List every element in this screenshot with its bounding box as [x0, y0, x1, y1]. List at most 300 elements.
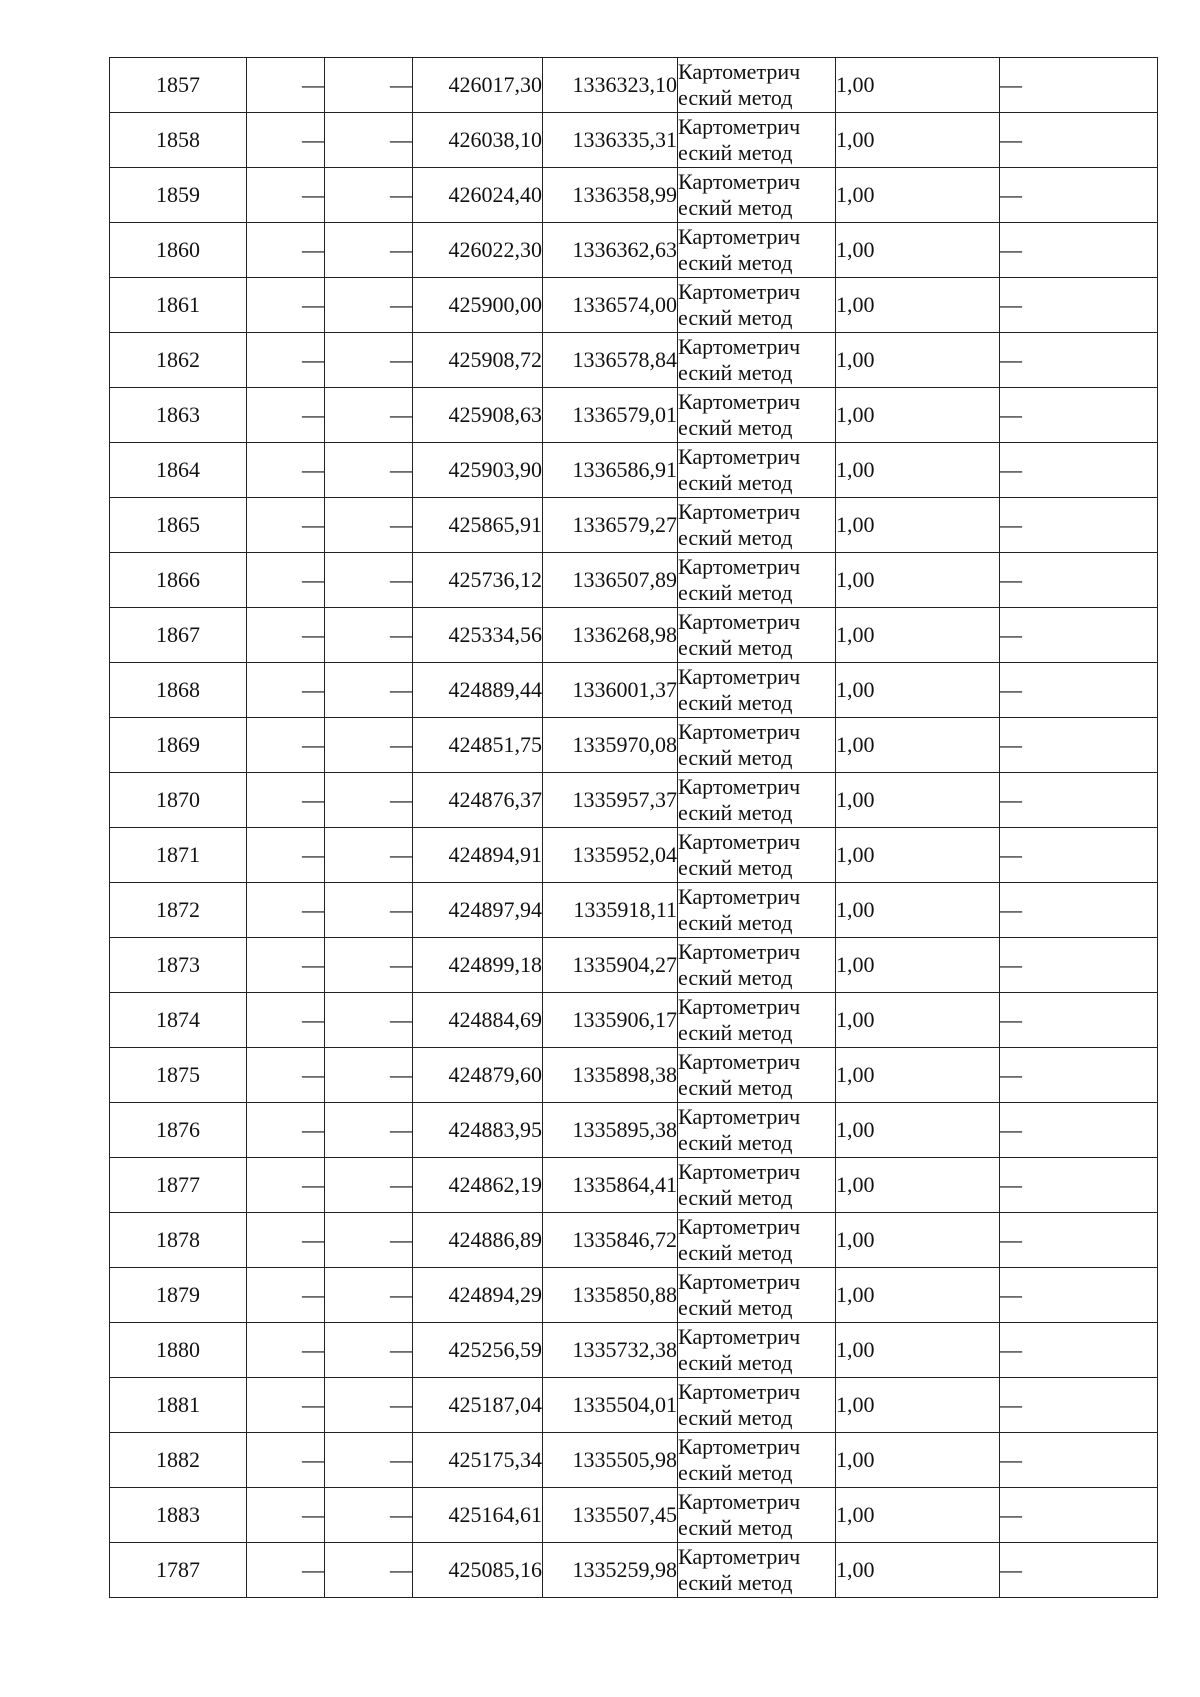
point-number-cell: 1863: [110, 388, 247, 443]
method-line-2: еский метод: [678, 195, 793, 220]
dash-mark: —: [1000, 182, 1022, 207]
method-cell: [678, 718, 836, 773]
dash-mark: —: [1000, 1282, 1022, 1307]
description-cell: [1000, 718, 1158, 773]
dash-mark: —: [302, 457, 324, 482]
method-line-1: Картометрич: [678, 169, 801, 194]
x-coordinate-cell: 425736,12: [413, 553, 543, 608]
dash-mark: —: [1000, 1557, 1022, 1582]
table-row: [110, 718, 1158, 773]
point-number-cell: 1860: [110, 223, 247, 278]
dash-mark: —: [302, 182, 324, 207]
table-row: [110, 333, 1158, 388]
empty-dash-cell: [247, 828, 325, 883]
point-number-cell: 1859: [110, 168, 247, 223]
method-cell: [678, 168, 836, 223]
accuracy-cell: 1,00: [836, 993, 1000, 1048]
method-cell: [678, 1488, 836, 1543]
y-coordinate-cell: 1335918,11: [543, 883, 678, 938]
point-number-cell: 1857: [110, 58, 247, 113]
point-number-cell: 1865: [110, 498, 247, 553]
x-coordinate-cell: 425334,56: [413, 608, 543, 663]
point-number-cell: 1861: [110, 278, 247, 333]
method-line-1: Картометрич: [678, 499, 801, 524]
dash-mark: —: [302, 842, 324, 867]
method-cell: [678, 1103, 836, 1158]
accuracy-cell: 1,00: [836, 1378, 1000, 1433]
empty-dash-cell: [247, 498, 325, 553]
accuracy-cell: 1,00: [836, 1158, 1000, 1213]
description-cell: [1000, 828, 1158, 883]
description-cell: [1000, 883, 1158, 938]
accuracy-cell: 1,00: [836, 168, 1000, 223]
dash-mark: —: [390, 1227, 412, 1252]
method-line-1: Картометрич: [678, 994, 801, 1019]
method-line-1: Картометрич: [678, 939, 801, 964]
y-coordinate-cell: 1336362,63: [543, 223, 678, 278]
dash-mark: —: [390, 567, 412, 592]
dash-mark: —: [1000, 1062, 1022, 1087]
dash-mark: —: [302, 402, 324, 427]
dash-mark: —: [1000, 237, 1022, 262]
description-cell: [1000, 938, 1158, 993]
method-cell: [678, 828, 836, 883]
dash-mark: —: [390, 1502, 412, 1527]
method-cell: [678, 1378, 836, 1433]
dash-mark: —: [302, 1062, 324, 1087]
point-number-cell: 1787: [110, 1543, 247, 1598]
dash-mark: —: [1000, 1117, 1022, 1142]
table-row: [110, 773, 1158, 828]
accuracy-cell: 1,00: [836, 1543, 1000, 1598]
point-number-cell: 1869: [110, 718, 247, 773]
table-row: [110, 828, 1158, 883]
empty-dash-cell: [325, 1323, 413, 1378]
description-cell: [1000, 1268, 1158, 1323]
accuracy-cell: 1,00: [836, 223, 1000, 278]
y-coordinate-cell: 1335970,08: [543, 718, 678, 773]
y-coordinate-cell: 1336001,37: [543, 663, 678, 718]
table-row: [110, 1488, 1158, 1543]
method-cell: [678, 1048, 836, 1103]
empty-dash-cell: [247, 1488, 325, 1543]
method-line-2: еский метод: [678, 1460, 793, 1485]
description-cell: [1000, 663, 1158, 718]
empty-dash-cell: [325, 223, 413, 278]
empty-dash-cell: [325, 1268, 413, 1323]
dash-mark: —: [302, 1007, 324, 1032]
y-coordinate-cell: 1335846,72: [543, 1213, 678, 1268]
dash-mark: —: [302, 897, 324, 922]
x-coordinate-cell: 426024,40: [413, 168, 543, 223]
accuracy-cell: 1,00: [836, 883, 1000, 938]
dash-mark: —: [390, 897, 412, 922]
x-coordinate-cell: 424879,60: [413, 1048, 543, 1103]
method-line-1: Картометрич: [678, 609, 801, 634]
method-cell: [678, 1543, 836, 1598]
table-row: [110, 498, 1158, 553]
dash-mark: —: [1000, 1502, 1022, 1527]
y-coordinate-cell: 1335259,98: [543, 1543, 678, 1598]
y-coordinate-cell: 1335507,45: [543, 1488, 678, 1543]
y-coordinate-cell: 1335505,98: [543, 1433, 678, 1488]
description-cell: [1000, 1103, 1158, 1158]
accuracy-cell: 1,00: [836, 1268, 1000, 1323]
dash-mark: —: [390, 1117, 412, 1142]
x-coordinate-cell: 425900,00: [413, 278, 543, 333]
method-line-1: Картометрич: [678, 334, 801, 359]
x-coordinate-cell: 426038,10: [413, 113, 543, 168]
point-number-cell: 1870: [110, 773, 247, 828]
accuracy-cell: 1,00: [836, 938, 1000, 993]
empty-dash-cell: [325, 443, 413, 498]
description-cell: [1000, 278, 1158, 333]
method-cell: [678, 388, 836, 443]
method-cell: [678, 223, 836, 278]
dash-mark: —: [302, 677, 324, 702]
method-cell: [678, 663, 836, 718]
dash-mark: —: [390, 732, 412, 757]
y-coordinate-cell: 1335895,38: [543, 1103, 678, 1158]
description-cell: [1000, 58, 1158, 113]
dash-mark: —: [302, 1282, 324, 1307]
empty-dash-cell: [325, 498, 413, 553]
y-coordinate-cell: 1336507,89: [543, 553, 678, 608]
dash-mark: —: [302, 72, 324, 97]
accuracy-cell: 1,00: [836, 1048, 1000, 1103]
dash-mark: —: [390, 1172, 412, 1197]
empty-dash-cell: [325, 1103, 413, 1158]
x-coordinate-cell: 424897,94: [413, 883, 543, 938]
dash-mark: —: [302, 1447, 324, 1472]
description-cell: [1000, 113, 1158, 168]
x-coordinate-cell: 425908,72: [413, 333, 543, 388]
empty-dash-cell: [247, 1048, 325, 1103]
x-coordinate-cell: 424894,91: [413, 828, 543, 883]
empty-dash-cell: [247, 773, 325, 828]
description-cell: [1000, 333, 1158, 388]
dash-mark: —: [302, 237, 324, 262]
dash-mark: —: [390, 1337, 412, 1362]
method-line-1: Картометрич: [678, 444, 801, 469]
description-cell: [1000, 1048, 1158, 1103]
point-number-cell: 1882: [110, 1433, 247, 1488]
empty-dash-cell: [247, 663, 325, 718]
dash-mark: —: [390, 182, 412, 207]
dash-mark: —: [302, 1392, 324, 1417]
method-line-1: Картометрич: [678, 1214, 801, 1239]
x-coordinate-cell: 425865,91: [413, 498, 543, 553]
empty-dash-cell: [325, 938, 413, 993]
dash-mark: —: [302, 1227, 324, 1252]
point-number-cell: 1864: [110, 443, 247, 498]
table-row: [110, 883, 1158, 938]
y-coordinate-cell: 1336335,31: [543, 113, 678, 168]
dash-mark: —: [1000, 457, 1022, 482]
empty-dash-cell: [325, 278, 413, 333]
accuracy-cell: 1,00: [836, 1488, 1000, 1543]
method-cell: [678, 58, 836, 113]
dash-mark: —: [302, 952, 324, 977]
x-coordinate-cell: 425187,04: [413, 1378, 543, 1433]
dash-mark: —: [390, 402, 412, 427]
method-line-1: Картометрич: [678, 554, 801, 579]
method-line-2: еский метод: [678, 305, 793, 330]
dash-mark: —: [302, 1172, 324, 1197]
accuracy-cell: 1,00: [836, 333, 1000, 388]
accuracy-cell: 1,00: [836, 1213, 1000, 1268]
y-coordinate-cell: 1336574,00: [543, 278, 678, 333]
method-line-2: еский метод: [678, 800, 793, 825]
description-cell: [1000, 1323, 1158, 1378]
method-line-2: еский метод: [678, 1405, 793, 1430]
method-line-2: еский метод: [678, 1020, 793, 1045]
accuracy-cell: 1,00: [836, 1433, 1000, 1488]
y-coordinate-cell: 1335864,41: [543, 1158, 678, 1213]
empty-dash-cell: [247, 1543, 325, 1598]
accuracy-cell: 1,00: [836, 113, 1000, 168]
empty-dash-cell: [247, 1103, 325, 1158]
method-cell: [678, 333, 836, 388]
table-row: [110, 1323, 1158, 1378]
method-line-2: еский метод: [678, 1515, 793, 1540]
point-number-cell: 1878: [110, 1213, 247, 1268]
description-cell: [1000, 1488, 1158, 1543]
empty-dash-cell: [247, 58, 325, 113]
dash-mark: —: [1000, 567, 1022, 592]
x-coordinate-cell: 425085,16: [413, 1543, 543, 1598]
empty-dash-cell: [325, 1048, 413, 1103]
y-coordinate-cell: 1335732,38: [543, 1323, 678, 1378]
dash-mark: —: [1000, 292, 1022, 317]
method-line-2: еский метод: [678, 1295, 793, 1320]
x-coordinate-cell: 424876,37: [413, 773, 543, 828]
dash-mark: —: [390, 1062, 412, 1087]
table-row: [110, 388, 1158, 443]
table-row: [110, 443, 1158, 498]
dash-mark: —: [302, 1117, 324, 1142]
method-line-2: еский метод: [678, 1350, 793, 1375]
empty-dash-cell: [247, 993, 325, 1048]
point-number-cell: 1874: [110, 993, 247, 1048]
table-row: [110, 608, 1158, 663]
empty-dash-cell: [325, 388, 413, 443]
method-line-1: Картометрич: [678, 1434, 801, 1459]
method-line-1: Картометрич: [678, 1324, 801, 1349]
point-number-cell: 1879: [110, 1268, 247, 1323]
point-number-cell: 1858: [110, 113, 247, 168]
description-cell: [1000, 1433, 1158, 1488]
method-line-1: Картометрич: [678, 1049, 801, 1074]
dash-mark: —: [390, 292, 412, 317]
dash-mark: —: [302, 567, 324, 592]
empty-dash-cell: [325, 553, 413, 608]
table-row: [110, 113, 1158, 168]
method-line-2: еский метод: [678, 360, 793, 385]
accuracy-cell: 1,00: [836, 608, 1000, 663]
table-row: [110, 223, 1158, 278]
x-coordinate-cell: 424883,95: [413, 1103, 543, 1158]
accuracy-cell: 1,00: [836, 1323, 1000, 1378]
point-number-cell: 1867: [110, 608, 247, 663]
empty-dash-cell: [325, 663, 413, 718]
empty-dash-cell: [325, 828, 413, 883]
empty-dash-cell: [325, 1378, 413, 1433]
point-number-cell: 1871: [110, 828, 247, 883]
x-coordinate-cell: 424884,69: [413, 993, 543, 1048]
accuracy-cell: 1,00: [836, 773, 1000, 828]
empty-dash-cell: [325, 718, 413, 773]
dash-mark: —: [302, 1557, 324, 1582]
dash-mark: —: [390, 952, 412, 977]
dash-mark: —: [302, 347, 324, 372]
point-number-cell: 1880: [110, 1323, 247, 1378]
method-line-1: Картометрич: [678, 389, 801, 414]
y-coordinate-cell: 1336578,84: [543, 333, 678, 388]
description-cell: [1000, 1213, 1158, 1268]
empty-dash-cell: [247, 443, 325, 498]
dash-mark: —: [1000, 842, 1022, 867]
method-cell: [678, 1213, 836, 1268]
dash-mark: —: [1000, 677, 1022, 702]
method-cell: [678, 498, 836, 553]
accuracy-cell: 1,00: [836, 718, 1000, 773]
dash-mark: —: [390, 1282, 412, 1307]
method-line-1: Картометрич: [678, 719, 801, 744]
y-coordinate-cell: 1335898,38: [543, 1048, 678, 1103]
dash-mark: —: [390, 1557, 412, 1582]
dash-mark: —: [1000, 787, 1022, 812]
point-number-cell: 1873: [110, 938, 247, 993]
dash-mark: —: [1000, 732, 1022, 757]
dash-mark: —: [302, 1337, 324, 1362]
empty-dash-cell: [325, 1213, 413, 1268]
table-row: [110, 58, 1158, 113]
dash-mark: —: [302, 292, 324, 317]
dash-mark: —: [390, 347, 412, 372]
y-coordinate-cell: 1335952,04: [543, 828, 678, 883]
method-line-2: еский метод: [678, 855, 793, 880]
dash-mark: —: [302, 512, 324, 537]
method-line-1: Картометрич: [678, 1544, 801, 1569]
dash-mark: —: [390, 72, 412, 97]
method-line-1: Картометрич: [678, 279, 801, 304]
dash-mark: —: [390, 512, 412, 537]
x-coordinate-cell: 424886,89: [413, 1213, 543, 1268]
method-line-1: Картометрич: [678, 1379, 801, 1404]
dash-mark: —: [302, 732, 324, 757]
empty-dash-cell: [325, 168, 413, 223]
table-row: [110, 1158, 1158, 1213]
description-cell: [1000, 498, 1158, 553]
dash-mark: —: [390, 237, 412, 262]
y-coordinate-cell: 1335850,88: [543, 1268, 678, 1323]
dash-mark: —: [390, 787, 412, 812]
empty-dash-cell: [247, 113, 325, 168]
x-coordinate-cell: 426022,30: [413, 223, 543, 278]
y-coordinate-cell: 1336579,01: [543, 388, 678, 443]
accuracy-cell: 1,00: [836, 828, 1000, 883]
dash-mark: —: [302, 1502, 324, 1527]
table-row: [110, 1378, 1158, 1433]
x-coordinate-cell: 424851,75: [413, 718, 543, 773]
empty-dash-cell: [247, 333, 325, 388]
description-cell: [1000, 608, 1158, 663]
method-line-1: Картометрич: [678, 59, 801, 84]
point-number-cell: 1868: [110, 663, 247, 718]
method-line-2: еский метод: [678, 580, 793, 605]
dash-mark: —: [1000, 1172, 1022, 1197]
y-coordinate-cell: 1335957,37: [543, 773, 678, 828]
dash-mark: —: [1000, 347, 1022, 372]
empty-dash-cell: [247, 278, 325, 333]
table-row: [110, 1213, 1158, 1268]
method-line-1: Картометрич: [678, 664, 801, 689]
empty-dash-cell: [325, 883, 413, 938]
method-line-2: еский метод: [678, 1240, 793, 1265]
table-row: [110, 1103, 1158, 1158]
method-cell: [678, 938, 836, 993]
empty-dash-cell: [247, 553, 325, 608]
accuracy-cell: 1,00: [836, 443, 1000, 498]
method-line-2: еский метод: [678, 85, 793, 110]
dash-mark: —: [1000, 402, 1022, 427]
description-cell: [1000, 223, 1158, 278]
dash-mark: —: [390, 1392, 412, 1417]
dash-mark: —: [1000, 897, 1022, 922]
description-cell: [1000, 443, 1158, 498]
method-line-2: еский метод: [678, 415, 793, 440]
method-cell: [678, 773, 836, 828]
empty-dash-cell: [247, 168, 325, 223]
x-coordinate-cell: 425164,61: [413, 1488, 543, 1543]
table-row: [110, 1543, 1158, 1598]
accuracy-cell: 1,00: [836, 498, 1000, 553]
empty-dash-cell: [247, 388, 325, 443]
method-line-2: еский метод: [678, 1130, 793, 1155]
empty-dash-cell: [247, 223, 325, 278]
table-row: [110, 278, 1158, 333]
empty-dash-cell: [247, 1433, 325, 1488]
method-line-2: еский метод: [678, 965, 793, 990]
y-coordinate-cell: 1336586,91: [543, 443, 678, 498]
dash-mark: —: [1000, 512, 1022, 537]
dash-mark: —: [1000, 1392, 1022, 1417]
empty-dash-cell: [247, 1268, 325, 1323]
description-cell: [1000, 553, 1158, 608]
x-coordinate-cell: 425908,63: [413, 388, 543, 443]
method-cell: [678, 553, 836, 608]
dash-mark: —: [390, 842, 412, 867]
dash-mark: —: [302, 787, 324, 812]
y-coordinate-cell: 1336268,98: [543, 608, 678, 663]
empty-dash-cell: [325, 58, 413, 113]
method-cell: [678, 113, 836, 168]
method-cell: [678, 608, 836, 663]
table-row: [110, 1433, 1158, 1488]
method-line-2: еский метод: [678, 1570, 793, 1595]
dash-mark: —: [390, 1447, 412, 1472]
dash-mark: —: [1000, 1007, 1022, 1032]
empty-dash-cell: [247, 1158, 325, 1213]
accuracy-cell: 1,00: [836, 1103, 1000, 1158]
table-row: [110, 168, 1158, 223]
dash-mark: —: [390, 457, 412, 482]
point-number-cell: 1866: [110, 553, 247, 608]
point-number-cell: 1877: [110, 1158, 247, 1213]
x-coordinate-cell: 425903,90: [413, 443, 543, 498]
x-coordinate-cell: 424889,44: [413, 663, 543, 718]
